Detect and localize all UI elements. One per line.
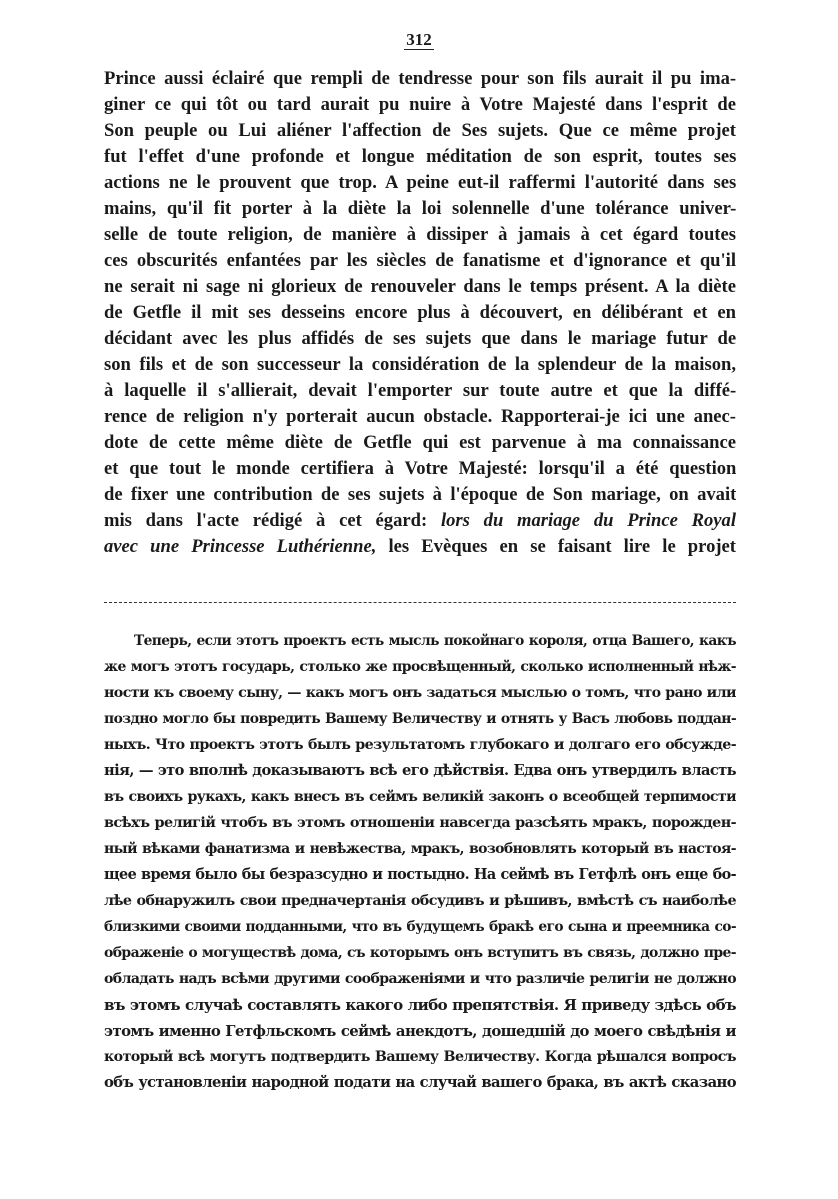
text-line: dote de cette même diète de Getfle qui est parvenue à ma connaissance	[104, 432, 736, 453]
text-line: ображеніе о могуществѣ дома, съ которымъ онъ вступитъ въ связь, должно пре-	[104, 945, 736, 961]
text-line: fut l'effet d'une profonde et longue méditation de son esprit, toutes ses	[104, 146, 736, 167]
text-line: же могъ этотъ государь, столько же просвѣщенный, сколько исполненный нѣж-	[104, 659, 736, 675]
separator-rule	[104, 602, 736, 603]
italic-phrase: lors du mariage du Prince Royal	[440, 510, 736, 531]
text-line: Son peuple ou Lui aliéner l'affection de Ses sujets. Que ce même projet	[104, 120, 736, 141]
french-text-block	[104, 66, 736, 560]
text-line: de fixer une contribution de ses sujets à l'époque de Son mariage, on avait	[104, 484, 736, 505]
text-line: всѣхъ религій чтобъ въ этомъ отношеніи навсегда разсѣять мракъ, порожден-	[104, 814, 736, 831]
text-line: который всѣ могутъ подтвердить Вашему Величеству. Когда рѣшался вопросъ	[104, 1049, 736, 1065]
text-line: ный вѣками фанатизма и невѣжества, мракъ, возобновлять который въ настоя-	[104, 841, 736, 857]
text-line: son fils et de son successeur la considération de la splendeur de la maison,	[104, 354, 736, 375]
text-line: de Getfle il mit ses desseins encore plus à découvert, en délibérant et en	[104, 302, 736, 323]
text-line: въ своихъ рукахъ, какъ внесъ въ сеймъ великій законъ о всеобщей терпимости	[104, 789, 736, 805]
russian-translation-block	[104, 628, 736, 1096]
text-line: щее время было бы безразсудно и постыдно. На сеймѣ въ Гетфлѣ онъ еще бо-	[104, 866, 736, 883]
text-line	[104, 534, 736, 560]
text-line: близкими своими подданными, что въ будущемъ бракѣ его сына и преемника со-	[104, 919, 736, 935]
page-number-text: 312	[406, 30, 432, 49]
text-line: этомъ именно Гетфльскомъ сеймѣ анекдотъ, дошедшій до моего свѣдѣнія и	[104, 1022, 736, 1040]
text-line: ne serait ni sage ni glorieux de renouveler dans le temps présent. A la diète	[104, 276, 736, 297]
text-line: et que tout le monde certifiera à Votre Majesté: lorsqu'il a été question	[104, 458, 736, 479]
text-line: à laquelle il s'allierait, devait l'emporter sur toute autre et que la diffé-	[104, 380, 736, 401]
text-line: нія, — это вполнѣ доказываютъ всѣ его дѣйствія. Едва онъ утвердилъ власть	[104, 762, 736, 779]
text-line: въ этомъ случаѣ составлять какого либо препятствія. Я приведу здѣсь объ	[104, 996, 736, 1014]
text-line: Prince aussi éclairé que rempli de tendresse pour son fils aurait il pu ima-	[104, 68, 736, 89]
text-line: лѣе обнаружилъ свои предначертанія обсудивъ и рѣшивъ, вмѣстѣ съ наиболѣе	[104, 893, 736, 909]
text-line: обладать надъ всѣми другими соображеніями и что различіе религіи не должно	[104, 971, 736, 987]
text-line: объ установленіи народной подати на случай вашего брака, въ актѣ сказано	[104, 1074, 736, 1091]
text-line: ныхъ. Что проектъ этотъ былъ результатомъ глубокаго и долгаго его обсужде-	[104, 737, 736, 753]
text-line	[104, 508, 736, 534]
text-line: giner ce qui tôt ou tard aurait pu nuire à Votre Majesté dans l'esprit de	[104, 94, 736, 115]
text-span: mis dans l'acte rédigé à cet égard:	[104, 510, 428, 531]
text-line: rence de religion n'y porterait aucun obstacle. Rapporterai-je ici une anec-	[104, 406, 736, 427]
text-line: selle de toute religion, de manière à dissiper à jamais à cet égard toutes	[104, 224, 736, 245]
text-line: décidant avec les plus affidés de ses sujets que dans le mariage futur de	[104, 328, 736, 349]
page-number	[0, 30, 838, 50]
text-line: ности къ своему сыну, — какъ могъ онъ задаться мыслью о томъ, что рано или	[104, 685, 736, 701]
text-line: actions ne le prouvent que trop. A peine eut-il raffermi l'autorité dans ses	[104, 172, 736, 193]
text-line: ces obscurités enfantées par les siècles de fanatisme et d'ignorance et qu'il	[104, 250, 736, 271]
text-line: поздно могло бы повредить Вашему Величеству и отнять у Васъ любовь поддан-	[104, 711, 736, 727]
italic-phrase: avec une Princesse Luthérienne,	[104, 536, 377, 557]
text-span: les Evèques en se faisant lire le projet	[388, 536, 736, 557]
text-line: mains, qu'il fit porter à la diète la loi solennelle d'une tolérance univer-	[104, 198, 736, 219]
text-line: Теперь, если этотъ проектъ есть мысль покойнаго короля, отца Вашего, какъ	[134, 633, 736, 649]
